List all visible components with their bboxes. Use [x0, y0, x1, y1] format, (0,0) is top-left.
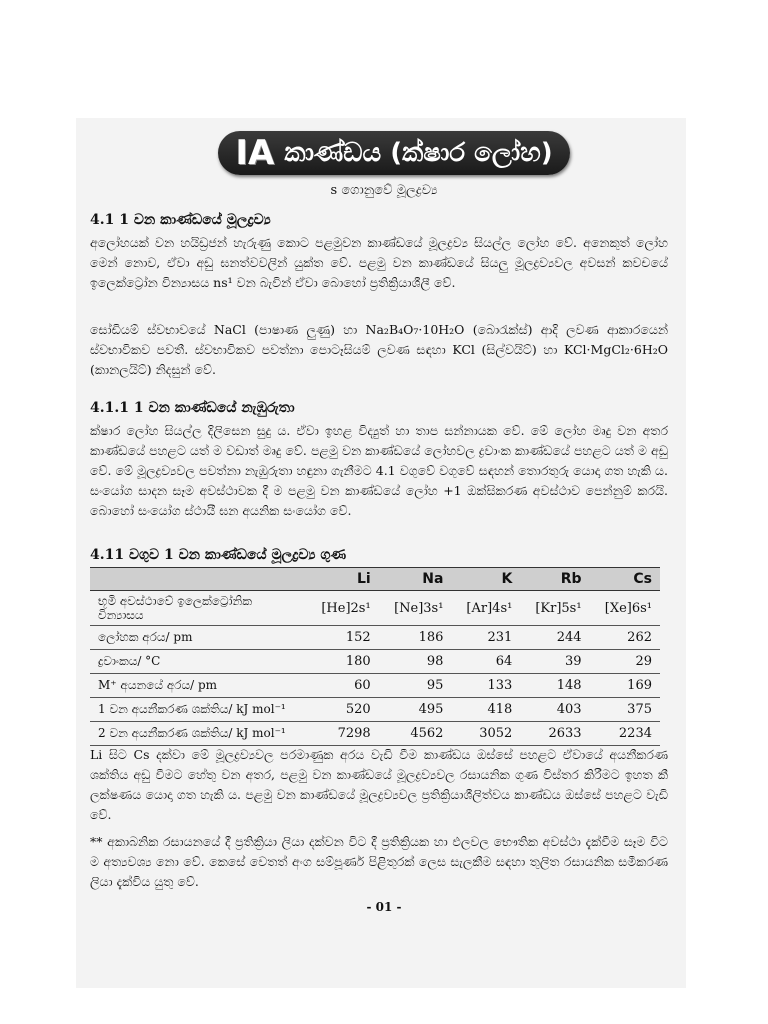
row-label: 2 වන අයනීකරණ ශක්තිය/ kJ mol⁻¹ — [90, 722, 306, 746]
table-cell: 418 — [451, 698, 520, 722]
table-header-cell: Li — [306, 568, 379, 591]
table-cell: 262 — [590, 626, 660, 650]
table-cell: [Kr]5s¹ — [520, 591, 589, 626]
table-row — [90, 591, 660, 626]
table-cell: 375 — [590, 698, 660, 722]
table-cell: 60 — [306, 674, 379, 698]
table-cell: 133 — [451, 674, 520, 698]
row-label: 1 වන අයනීකරණ ශක්තිය/ kJ mol⁻¹ — [90, 698, 306, 722]
table-header-cell: Rb — [520, 568, 589, 591]
table-cell: 169 — [590, 674, 660, 698]
paragraph-note: ** අකාබනික රසායනයේ දී ප්‍රතික්‍රියා ලියා දක්වන විට දී ප්‍රතික්‍රියක හා ඵලවල භෞතික අවස්ථා දැක්වීම සෑම විට ම අත්‍යවශ්‍ය නො වේ. කෙසේ වෙතත් අංග සම්පූර්ණ පිළිතුරක් ලෙස සැලකීම සඳහා තුලිත රසායනික සමීකරණ ලියා දැක්විය යුතු වේ. — [90, 834, 668, 889]
paragraph-reactivity: Li සිට Cs දක්වා මේ මූලද්‍රව්‍යවල පරමාණුක අරය වැඩි වීම කාණ්ඩය ඔස්සේ පහළට ඒවායේ අයනීකරණ ශක්තිය අඩු වීමට හේතු වන අතර, පළමු වන කාණ්ඩයේ මූලද්‍රව්‍යවල රසායනික ගුණ විස්තර කිරීමට ඉහත කී ලක්ෂණය යොදා ගත හැකි ය. පළමු වන කාණ්ඩයේ මූලද්‍රව්‍යවල ප්‍රතික්‍රියාශීලිත්වය කාණ්ඩය ඔස්සේ පහළට වැඩි වේ. — [90, 747, 668, 822]
table-row — [90, 674, 660, 698]
table-header-cell: Na — [379, 568, 452, 591]
table-header-cell — [90, 568, 306, 591]
page-subtitle: s ගොනුවේ මූලද්‍රව්‍ය — [330, 183, 438, 198]
table-cell: 64 — [451, 650, 520, 674]
table-row — [90, 650, 660, 674]
table-cell: 3052 — [451, 722, 520, 746]
chapter-title-banner — [218, 131, 570, 175]
table-cell: 2633 — [520, 722, 589, 746]
table-cell: 403 — [520, 698, 589, 722]
table-cell: 231 — [451, 626, 520, 650]
row-label: M⁺ අයනයේ අරය/ pm — [90, 674, 306, 698]
table-cell: 495 — [379, 698, 452, 722]
table-header-cell: K — [451, 568, 520, 591]
table-row — [90, 626, 660, 650]
banner-prefix: IA — [235, 133, 275, 173]
section-heading-4-1: 4.1 1 වන කාණ්ඩයේ මූලද්‍රව්‍ය — [90, 212, 271, 228]
table-cell: 29 — [590, 650, 660, 674]
paragraph-trends: ක්ෂාර ලෝහ සියල්ල දිලිසෙන සුදු ය. ඒවා ඉහළ විද්‍යුත් හා තාප සන්නායක වේ. මේ ලෝහ මෘදු වන අතර කාණ්ඩයේ පහළට යත් ම වඩාත් මෘදු වේ. පළමු වන කාණ්ඩයේ ලෝහවල ද්‍රවාංක කාණ්ඩයේ පහළට යත් ම අඩු වේ. මේ මූලද්‍රව්‍යවල පවත්නා නැඹුරුතා හඳුනා ගැනීමට 4.1 වගුවේ වගුවේ සඳහන් තොරතුරු යොදා ගත හැකි ය. සංයෝග සාදන සෑම අවස්ථාවක දී ම පළමු වන කාණ්ඩයේ ලෝහ +1 ඔක්සිකරණ අවස්ථාව පෙන්නුම් කරයි. බොහෝ සංයෝග ස්ථායී ඝන අයනික සංයෝග වේ. — [90, 423, 668, 518]
table-caption: 4.11 වගුව 1 වන කාණ්ඩයේ මූලද්‍රව්‍ය ගුණ — [90, 547, 347, 563]
row-label: ද්‍රවාංකය/ °C — [90, 650, 306, 674]
table-cell: [Xe]6s¹ — [590, 591, 660, 626]
paragraph-occurrence: සෝඩියම් ස්වභාවයේ NaCl (පාෂාණ ලුණු) හා Na₂B₄O₇·10H₂O (බොරැක්ස්) ආදි ලවණ ආකාරයෙන් ස්වභාවිකව පවතී. ස්වභාවිකව පවත්නා පොටෑසියම් ලවණ සඳහා KCl (සිල්වයිට්) හා KCl·MgCl₂·6H₂O (කානලයිට්) නිදසුන් වේ. — [90, 322, 668, 377]
table-cell: 520 — [306, 698, 379, 722]
table-cell: 186 — [379, 626, 452, 650]
table-cell: [Ne]3s¹ — [379, 591, 452, 626]
table-cell: 4562 — [379, 722, 452, 746]
paragraph-intro: අලෝහයක් වන හයිඩ්‍රජන් හැරුණු කොට පළමුවන කාණ්ඩයේ මූලද්‍රව්‍ය සියල්ල ලෝහ වේ. අනෙකුත් ලෝහ මෙන් නොව, ඒවා අඩු ඝනත්වවලින් යුක්ත වේ. පළමු වන කාණ්ඩයේ සියලු මූලද්‍රව්‍යවල අවසන් කවචයේ ඉලෙක්ට්‍රෝන වින්‍යාසය ns¹ වන බැවින් ඒවා බොහෝ ප්‍රතික්‍රියාශීලී වේ. — [90, 235, 668, 290]
properties-table — [90, 567, 660, 746]
table-header-cell: Cs — [590, 568, 660, 591]
table-cell: 7298 — [306, 722, 379, 746]
table-cell: 152 — [306, 626, 379, 650]
table-cell: 95 — [379, 674, 452, 698]
table-row — [90, 698, 660, 722]
table-cell: [Ar]4s¹ — [451, 591, 520, 626]
table-cell: 2234 — [590, 722, 660, 746]
section-heading-4-1-1: 4.1.1 1 වන කාණ්ඩයේ නැඹුරුතා — [90, 400, 295, 416]
table-cell: 98 — [379, 650, 452, 674]
row-label: ලෝහක අරය/ pm — [90, 626, 306, 650]
table-cell: [He]2s¹ — [306, 591, 379, 626]
table-cell: 180 — [306, 650, 379, 674]
row-label: භූමි අවස්ථාවේ ඉලෙක්ට්‍රෝනික වින්‍යාසය — [90, 591, 306, 626]
table-row — [90, 722, 660, 746]
table-cell: 39 — [520, 650, 589, 674]
banner-title: කාණ්ඩය (ක්ෂාර ලෝහ) — [284, 137, 553, 168]
page-number: - 01 - — [366, 900, 402, 914]
table-cell: 148 — [520, 674, 589, 698]
table-header-row — [90, 568, 660, 591]
table-cell: 244 — [520, 626, 589, 650]
